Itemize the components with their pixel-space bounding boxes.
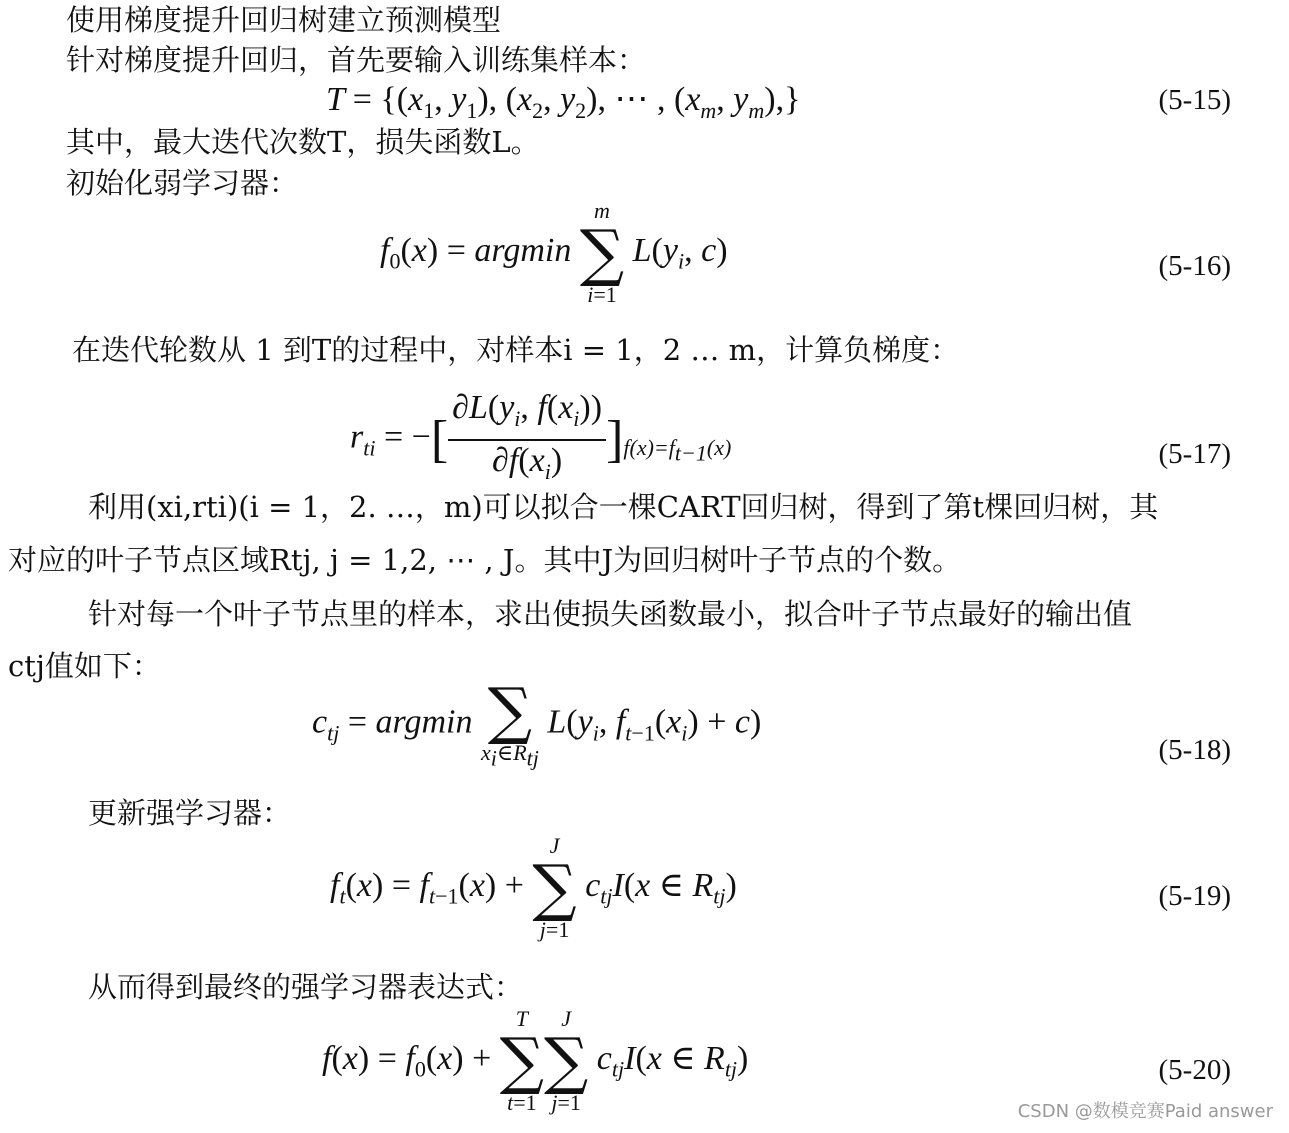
summation-symbol: T ∑ t=1: [499, 1006, 545, 1115]
paragraph-input-samples: 针对梯度提升回归，首先要输入训练集样本：: [66, 43, 647, 77]
equation-number: (5-19): [1158, 880, 1231, 912]
equation-number: (5-20): [1158, 1054, 1231, 1086]
summation-symbol: J ∑ j=1: [532, 833, 577, 942]
summation-symbol: ∑ $x_i\in R_{tj}$: [481, 674, 539, 771]
equation-5-15: $T = \{(x_1$, $y_1$), ($x_2$, $y_2$), ⋯ , ($x_m$, $y_m$),}: [326, 81, 801, 123]
summation-symbol: J ∑ j=1: [544, 1006, 589, 1115]
equation-5-18: $c_{tj} = argmin$ ∑ $x_i\in R_{tj}$ $L(y_i$, $f_{t-1}(x_i) + c$): [312, 674, 762, 771]
paragraph-update-strong: 更新强学习器：: [88, 796, 292, 830]
equation-5-20: $f(x) = f_0(x)$ + T ∑ t=1 J ∑ j=1 $c_{tj}I(x$ ∈ $R_{tj}$): [322, 1006, 749, 1115]
heading-line: 使用梯度提升回归树建立预测模型: [66, 3, 502, 37]
paragraph-fit-cart: 利用(xi,rti)(i = 1，2. …，m)可以拟合一棵CART回归树，得到了第t棵回归树，其: [88, 490, 1159, 524]
summation-symbol: m ∑ i=1: [579, 198, 625, 307]
paragraph-ctj: ctj值如下：: [8, 649, 161, 683]
paragraph-final-expression: 从而得到最终的强学习器表达式：: [88, 970, 524, 1004]
paragraph-iterations: 其中，最大迭代次数T，损失函数L。: [66, 125, 540, 159]
paragraph-leaf-samples: 针对每一个叶子节点里的样本，求出使损失函数最小，拟合叶子节点最好的输出值: [88, 597, 1133, 631]
paragraph-init: 初始化弱学习器：: [66, 166, 299, 200]
equation-5-19: $f_t(x) = f_{t-1}(x)$ + J ∑ j=1 $c_{tj}I(x$ ∈ $R_{tj}$): [330, 833, 737, 942]
equation-5-16: $f_0(x) = argmin$ m ∑ i=1 $L(y_i$, c): [380, 198, 728, 307]
equation-number: (5-16): [1158, 250, 1231, 282]
watermark: CSDN @数模竞赛Paid answer: [1017, 1101, 1273, 1122]
equation-number: (5-18): [1158, 734, 1231, 766]
paragraph-negative-gradient: 在迭代轮数从 1 到T的过程中，对样本i = 1，2 … m，计算负梯度：: [72, 333, 960, 367]
equation-number: (5-15): [1158, 84, 1231, 116]
paragraph-leaf-regions: 对应的叶子节点区域Rtj, j = 1,2, ⋯ , J。其中J为回归树叶子节点的个数。: [8, 543, 962, 577]
equation-5-17: $r_{ti}$ = −[ $\frac{\partial L(y_i, f(x_i))}{\partial f(x_i)}$ ]$_{f(x)=f_{t-1}(x)}$: [350, 389, 732, 484]
equation-number: (5-17): [1158, 438, 1231, 470]
